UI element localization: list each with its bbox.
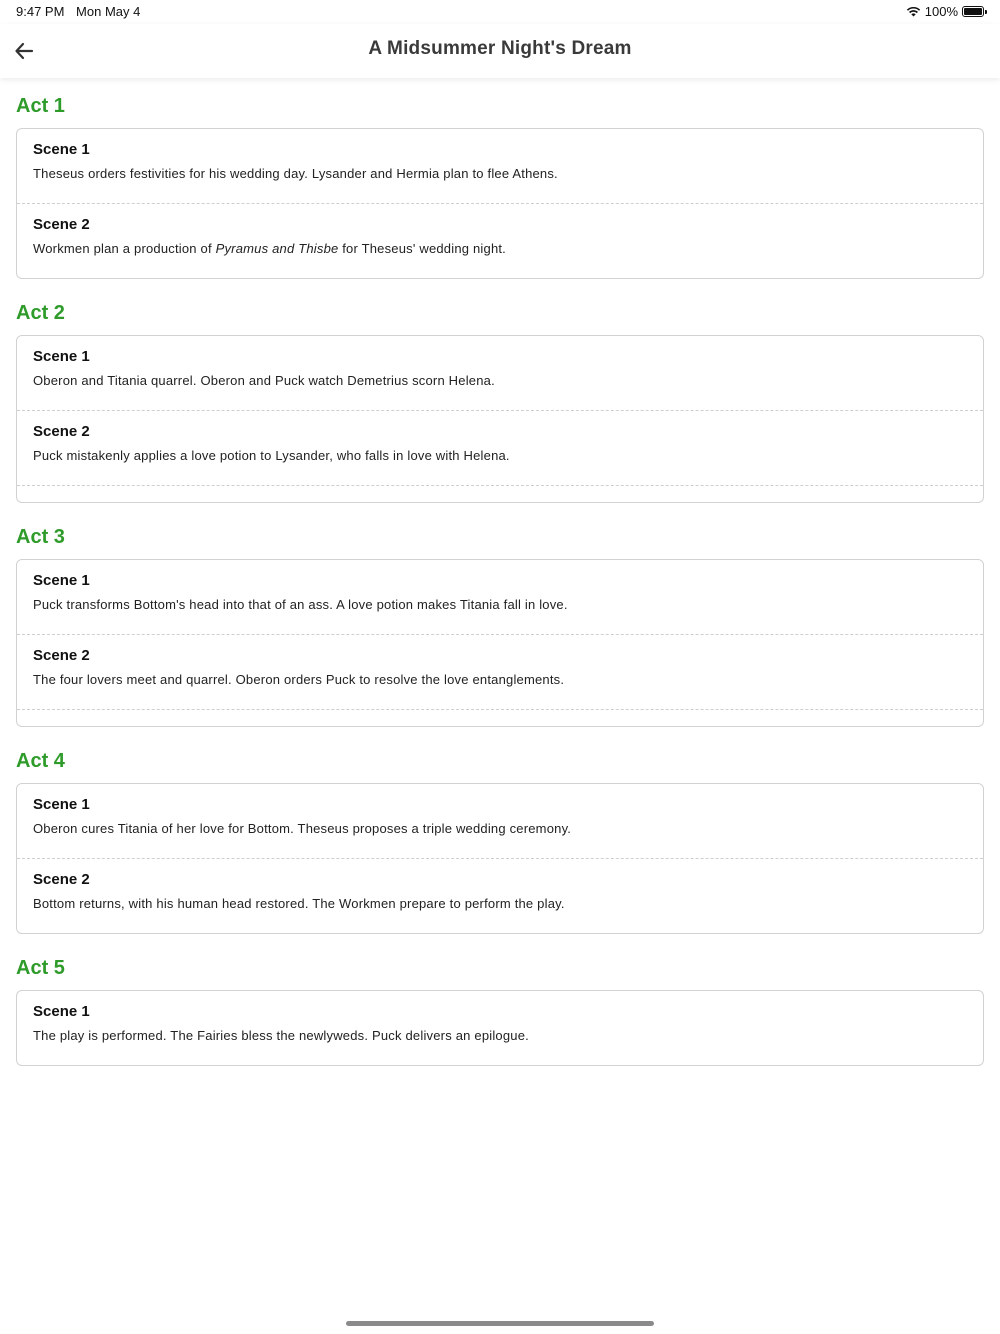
scene-item[interactable] <box>17 560 983 635</box>
scene-title: Scene 1 <box>33 348 90 365</box>
battery-percent: 100% <box>924 4 958 19</box>
scene-description-text: for Theseus' wedding night. <box>338 241 506 256</box>
scene-item[interactable] <box>17 784 983 859</box>
act-heading: Act 1 <box>16 95 65 117</box>
scene-title: Scene 1 <box>33 796 90 813</box>
status-date: Mon May 4 <box>76 4 141 19</box>
scene-description: The four lovers meet and quarrel. Oberon orders Puck to resolve the love entanglements. <box>33 672 565 687</box>
acts-list <box>16 92 984 1086</box>
scene-title: Scene 1 <box>33 141 90 158</box>
scene-title: Scene 2 <box>33 647 90 664</box>
act-card <box>16 559 984 727</box>
scene-description: Puck mistakenly applies a love potion to Lysander, who falls in love with Helena. <box>33 448 510 463</box>
play-title-italic: Pyramus and Thisbe <box>215 241 339 256</box>
home-indicator[interactable] <box>346 1321 654 1326</box>
scene-item[interactable] <box>17 991 983 1065</box>
act-card <box>16 990 984 1066</box>
status-bar <box>0 0 1000 24</box>
scene-title: Scene 1 <box>33 572 90 589</box>
navigation-bar <box>0 24 1000 78</box>
scene-description: Oberon cures Titania of her love for Bottom. Theseus proposes a triple wedding ceremony. <box>33 821 572 836</box>
act-card <box>16 783 984 934</box>
scene-item[interactable] <box>17 129 983 204</box>
act-heading: Act 3 <box>16 526 65 548</box>
scene-item[interactable] <box>17 635 983 710</box>
scene-description: Oberon and Titania quarrel. Oberon and Puck watch Demetrius scorn Helena. <box>33 373 495 388</box>
status-left <box>16 4 148 19</box>
page-title: A Midsummer Night's Dream <box>368 38 632 59</box>
act-card <box>16 128 984 279</box>
scene-description: Theseus orders festivities for his wedding day. Lysander and Hermia plan to flee Athens. <box>33 166 558 181</box>
scene-description: Puck transforms Bottom's head into that of an ass. A love potion makes Titania fall in love. <box>33 597 568 612</box>
act-heading: Act 4 <box>16 750 65 772</box>
scene-description <box>33 241 967 256</box>
status-time: 9:47 PM <box>16 4 65 19</box>
scene-item[interactable] <box>17 336 983 411</box>
scene-title: Scene 2 <box>33 423 90 440</box>
wifi-icon <box>906 6 921 17</box>
act-card <box>16 335 984 503</box>
scene-description-text: Workmen plan a production of <box>33 241 216 256</box>
scene-item[interactable] <box>17 204 983 278</box>
act-heading: Act 5 <box>16 957 65 979</box>
scene-title: Scene 2 <box>33 871 90 888</box>
scene-title: Scene 1 <box>33 1003 90 1020</box>
scene-description: Bottom returns, with his human head restored. The Workmen prepare to perform the play. <box>33 896 565 911</box>
scene-title: Scene 2 <box>33 216 90 233</box>
battery-icon <box>962 6 984 17</box>
scene-item[interactable] <box>17 859 983 933</box>
scene-description: The play is performed. The Fairies bless the newlyweds. Puck delivers an epilogue. <box>33 1028 529 1043</box>
act-heading: Act 2 <box>16 302 65 324</box>
scene-item[interactable] <box>17 411 983 486</box>
status-right <box>906 4 984 19</box>
